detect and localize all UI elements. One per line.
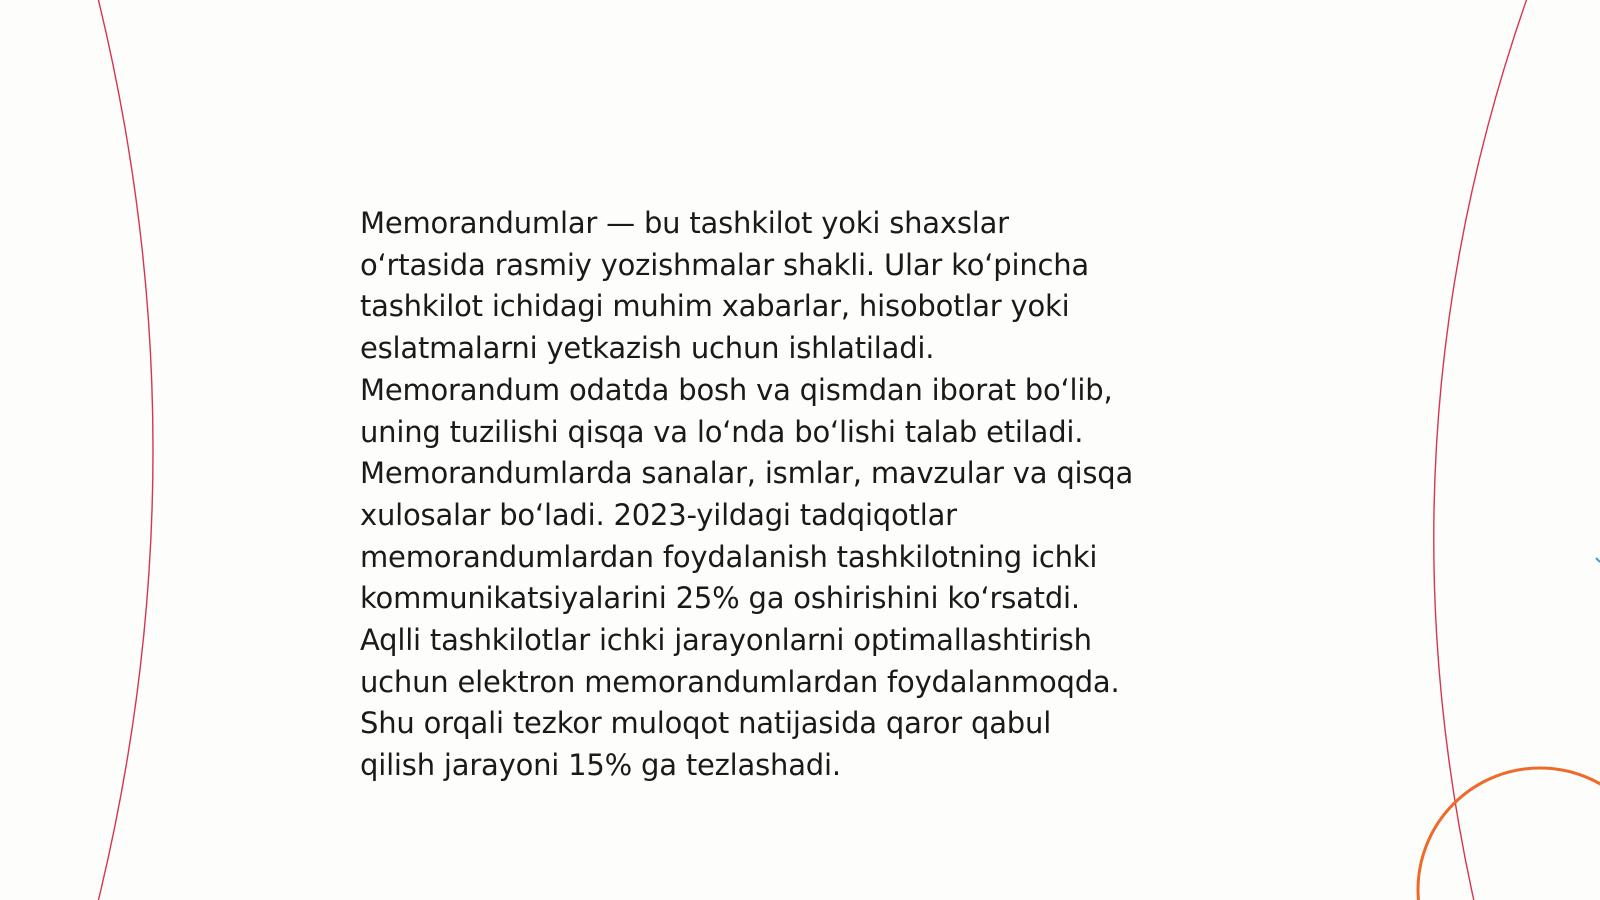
paragraph-line: memorandumlardan foydalanish tashkilotning ichki — [360, 539, 1098, 574]
paragraph-line: tashkilot ichidagi muhim xabarlar, hisobotlar yoki — [360, 289, 1070, 324]
body-paragraph — [360, 203, 1240, 787]
paragraph-line: xulosalar boʻladi. 2023-yildagi tadqiqotlar — [360, 497, 957, 532]
paragraph-line: kommunikatsiyalarini 25% ga oshirishini koʻrsatdi. — [360, 581, 1080, 616]
paragraph-line: uchun elektron memorandumlardan foydalanmoqda. — [360, 664, 1120, 699]
paragraph-line: qilish jarayoni 15% ga tezlashadi. — [360, 748, 841, 783]
left-curve — [96, 0, 153, 900]
paragraph-line: Aqlli tashkilotlar ichki jarayonlarni optimallashtirish — [360, 623, 1092, 658]
paragraph-line: Memorandumlarda sanalar, ismlar, mavzular va qisqa — [360, 456, 1134, 491]
paragraph-line: oʻrtasida rasmiy yozishmalar shakli. Ular koʻpincha — [360, 247, 1090, 282]
paragraph-line: Memorandumlar — bu tashkilot yoki shaxslar — [360, 206, 1009, 240]
paragraph-line: Shu orqali tezkor muloqot natijasida qaror qabul — [360, 706, 1052, 741]
paragraph-line: eslatmalarni yetkazish uchun ishlatiladi. — [360, 331, 935, 366]
right-curve — [1434, 0, 1530, 900]
blue-mark — [1596, 558, 1600, 562]
paragraph-line: Memorandum odatda bosh va qismdan iborat boʻlib, — [360, 372, 1113, 407]
paragraph-line: uning tuzilishi qisqa va loʻnda boʻlishi talab etiladi. — [360, 414, 1084, 449]
orange-circle — [1418, 768, 1600, 900]
